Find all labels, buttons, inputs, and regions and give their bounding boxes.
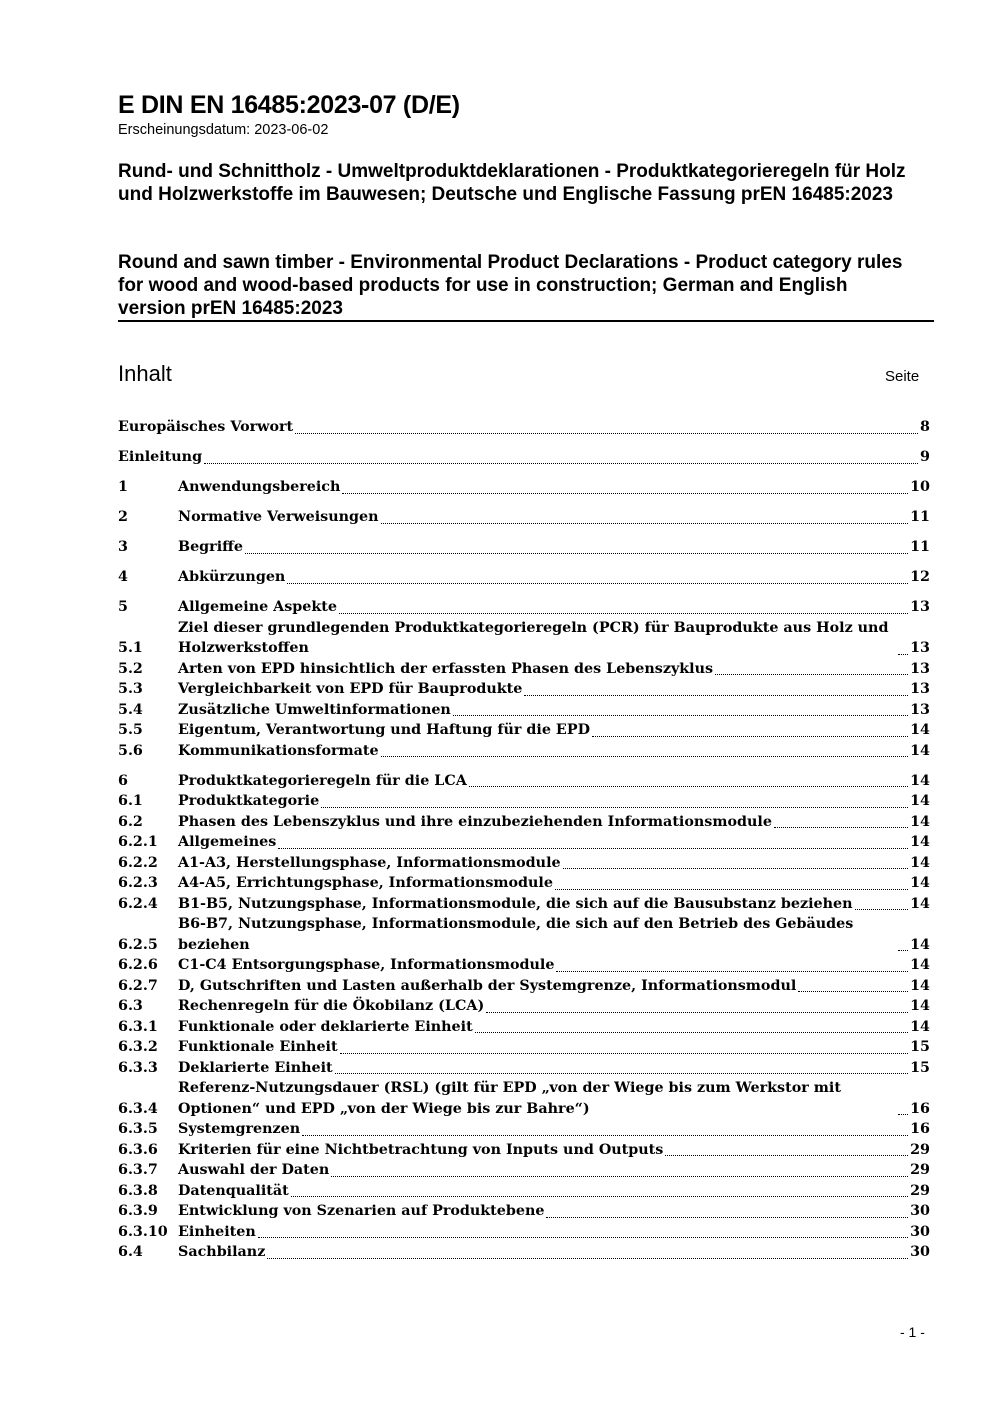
toc-entry[interactable] [118,1078,930,1119]
toc-entry-title: Begriffe [178,539,243,555]
toc-dot-leader [563,868,908,869]
toc-entry-title: Produktkategorieregeln für die LCA [178,772,467,789]
toc-entry-page: 14 [910,957,930,973]
toc-entry[interactable] [118,700,930,721]
toc-entry[interactable] [118,507,930,528]
toc-dot-leader [302,1135,908,1136]
toc-entry-number: 6.3.1 [118,1018,158,1035]
toc-entry-page: 14 [910,977,930,994]
toc-entry-page: 29 [910,1162,930,1178]
title-german: Rund- und Schnittholz - Umweltproduktdeklarationen - Produktkategorieregeln für Holz und Holzwerkstoffe im Bauwesen; Deutsche und Englische Fassung prEN 16485:2023 [118,161,906,205]
toc-entry-page: 14 [910,793,930,809]
toc-entry[interactable] [118,1242,930,1263]
toc-entry-number: 6.2.4 [118,895,158,912]
toc-entry-title: Anwendungsbereich [178,479,341,495]
toc-entry-title: Vergleichbarkeit von EPD für Bauprodukte [178,681,523,697]
toc-entry[interactable] [118,1119,930,1140]
toc-entry[interactable] [118,417,930,438]
toc-entry-page: 30 [910,1244,930,1260]
toc-entry[interactable] [118,1201,930,1222]
toc-dot-leader [855,909,909,910]
toc-entry-page: 14 [910,895,930,912]
toc-entry-page: 30 [910,1223,930,1240]
toc-entry-title: A4-A5, Errichtungsphase, Informationsmodule [178,875,553,891]
toc-entry-page: 14 [910,772,930,789]
toc-dot-leader [898,1114,908,1115]
toc-entry-number: 6.2.6 [118,957,158,973]
toc-entry[interactable] [118,567,930,588]
toc-dot-leader [291,1196,908,1197]
toc-dot-leader [245,553,908,554]
toc-dot-leader [469,786,908,787]
toc-entry[interactable] [118,914,930,955]
toc-dot-leader [486,1012,908,1013]
toc-dot-leader [475,1032,908,1033]
toc-entry[interactable] [118,1017,930,1038]
toc-dot-leader [555,889,908,890]
toc-entry[interactable] [118,720,930,741]
toc-entry-number: 6.1 [118,793,143,809]
toc-entry-number: 6.2.7 [118,977,158,994]
toc-entry[interactable] [118,894,930,915]
toc-entry-title: Deklarierte Einheit [178,1059,333,1076]
toc-dot-leader [295,433,918,434]
toc-entry-number: 6.3.4 [118,1100,158,1117]
toc-entry-page: 14 [910,875,930,891]
toc-dot-leader [278,848,908,849]
toc-entry-title: Systemgrenzen [178,1121,301,1137]
toc-entry[interactable] [118,853,930,874]
toc-entry-title: Referenz-Nutzungsdauer (RSL) (gilt für EPD „von der Wiege bis zum Werkstor mit Optionen“ und EPD „von der Wiege bis zur Bahre“) [178,1080,846,1117]
toc-entry[interactable] [118,812,930,833]
toc-entry-title: Einleitung [118,449,203,465]
toc-entry-number: 6 [118,772,128,789]
toc-entry[interactable] [118,976,930,997]
toc-entry-number: 6.3.2 [118,1039,158,1055]
toc-dot-leader [798,991,908,992]
toc-entry-page: 15 [910,1059,930,1076]
toc-entry[interactable] [118,832,930,853]
toc-entry-page: 13 [910,599,930,615]
toc-dot-leader [258,1237,908,1238]
toc-dot-leader [898,654,908,655]
toc-entry-number: 6.3.10 [118,1223,168,1240]
toc-entry-title: Phasen des Lebenszyklus und ihre einzubeziehenden Informationsmodule [178,813,772,830]
toc-dot-leader [321,807,908,808]
toc-entry-title: Auswahl der Daten [178,1162,330,1178]
toc-dot-leader [381,523,909,524]
toc-dot-leader [267,1258,908,1259]
toc-entry[interactable] [118,618,930,659]
toc-entry-page: 13 [910,701,930,718]
toc-entry-number: 6.3 [118,998,143,1014]
toc-entry-page: 14 [910,742,930,759]
toc-entry-number: 2 [118,509,128,525]
toc-dot-leader [715,674,908,675]
toc-entry-number: 6.2.1 [118,834,158,850]
toc-entry[interactable] [118,771,930,792]
toc-entry-title: Allgemeine Aspekte [178,599,338,615]
toc-entry[interactable] [118,1140,930,1161]
toc-entry[interactable] [118,1037,930,1058]
toc-entry-number: 5.6 [118,742,143,759]
toc-entry-number: 3 [118,539,128,555]
toc-entry[interactable] [118,659,930,680]
toc-dot-leader [556,971,908,972]
toc-dot-leader [898,950,908,951]
toc-entry[interactable] [118,873,930,894]
toc-entry-number: 6.2 [118,813,143,830]
toc-entry-page: 10 [910,479,930,495]
toc-entry-page: 14 [910,998,930,1014]
toc-entry-page: 14 [910,834,930,850]
toc-page-column-heading: Seite [885,368,920,385]
toc-entry[interactable] [118,597,930,618]
toc-entry[interactable] [118,791,930,812]
toc-entry-title: Produktkategorie [178,793,320,809]
toc-entry-page: 14 [910,854,930,871]
toc-entry-number: 5.3 [118,681,143,697]
toc-entry-title: Abkürzungen [178,569,286,585]
toc-dot-leader [453,715,908,716]
toc-entry-number: 6.3.8 [118,1182,158,1199]
toc-dot-leader [592,736,908,737]
toc-entry-title: Rechenregeln für die Ökobilanz (LCA) [178,998,485,1014]
toc-dot-leader [339,613,908,614]
toc-dot-leader [340,1053,909,1054]
toc-entry-number: 6.2.3 [118,875,158,891]
toc-entry-page: 30 [910,1203,930,1219]
toc-entry-page: 14 [910,936,930,953]
toc-entry-number: 1 [118,479,128,495]
toc-entry-page: 16 [910,1121,930,1137]
toc-dot-leader [524,695,908,696]
toc-entry-title: Eigentum, Verantwortung und Haftung für die EPD [178,722,590,738]
toc-entry-number: 6.3.3 [118,1059,158,1076]
toc-entry[interactable] [118,537,930,558]
toc-entry-title: B6-B7, Nutzungsphase, Informationsmodule, die sich auf den Betrieb des Gebäudes beziehen [178,916,859,953]
toc-dot-leader [331,1176,908,1177]
toc-entry[interactable] [118,477,930,498]
toc-dot-leader [204,463,918,464]
toc-entry-title: Kriterien für eine Nichtbetrachtung von Inputs und Outputs [178,1141,664,1158]
toc-entry-title: Arten von EPD hinsichtlich der erfassten Phasen des Lebenszyklus [178,660,714,677]
toc-entry[interactable] [118,1058,930,1079]
toc-entry-page: 11 [910,509,930,525]
toc-entry-title: C1-C4 Entsorgungsphase, Informationsmodule [178,957,555,973]
title-english: Round and sawn timber - Environmental Product Declarations - Product category rules for wood and wood-based products for use in construction; German and English version prEN 16485:2023 [118,252,903,319]
toc-entry[interactable] [118,679,930,700]
toc-entry[interactable] [118,447,930,468]
toc-entry-page: 8 [920,419,930,435]
toc-entry-number: 5 [118,599,128,615]
toc-entry[interactable] [118,1160,930,1181]
toc-entry-title: Allgemeines [178,834,277,850]
toc-entry-number: 6.3.5 [118,1121,158,1137]
toc-entry-number: 5.1 [118,640,143,656]
toc-entry-title: D, Gutschriften und Lasten außerhalb der Systemgrenze, Informationsmodul [178,977,797,994]
toc-entry[interactable] [118,1181,930,1202]
toc-entry[interactable] [118,1222,930,1243]
toc-entry-title: Europäisches Vorwort [118,419,294,435]
toc-entry-page: 29 [910,1141,930,1158]
toc-entry-number: 5.4 [118,701,143,718]
toc-entry-page: 29 [910,1182,930,1199]
toc-entry[interactable] [118,996,930,1017]
toc-entry-title: Ziel dieser grundlegenden Produktkategorieregeln (PCR) für Bauprodukte aus Holz und Holzwerkstoffen [178,619,894,656]
document-id: E DIN EN 16485:2023-07 (D/E) [118,91,460,119]
toc-entry-number: 5.2 [118,660,143,677]
toc-entry-number: 6.4 [118,1244,143,1260]
table-of-contents [118,417,930,1263]
toc-entry-number: 5.5 [118,722,143,738]
toc-entry-title: Normative Verweisungen [178,509,379,525]
toc-entry-title: Funktionale Einheit [178,1039,338,1055]
page-number: - 1 - [900,1324,925,1340]
toc-entry-number: 6.3.6 [118,1141,158,1158]
toc-entry-number: 6.2.2 [118,854,158,871]
toc-entry-page: 11 [910,539,930,555]
toc-entry-page: 13 [910,660,930,677]
toc-entry-page: 14 [910,813,930,830]
toc-dot-leader [774,827,908,828]
toc-entry-page: 9 [920,449,930,465]
toc-entry-page: 13 [910,640,930,656]
toc-heading: Inhalt [118,361,172,386]
issue-date: Erscheinungsdatum: 2023-06-02 [118,122,329,138]
toc-entry-page: 12 [910,569,930,585]
toc-entry[interactable] [118,955,930,976]
toc-dot-leader [665,1155,908,1156]
toc-entry-number: 6.3.7 [118,1162,158,1178]
toc-entry-page: 15 [910,1039,930,1055]
toc-entry-title: Entwicklung von Szenarien auf Produktebene [178,1203,545,1219]
toc-entry-number: 6.3.9 [118,1203,158,1219]
toc-entry-page: 16 [910,1100,930,1117]
toc-entry-title: Datenqualität [178,1182,289,1199]
toc-entry-number: 4 [118,569,128,585]
toc-entry-page: 14 [910,1018,930,1035]
toc-dot-leader [546,1217,908,1218]
toc-entry-page: 13 [910,681,930,697]
toc-entry-title: A1-A3, Herstellungsphase, Informationsmodule [178,854,561,871]
toc-entry-title: Funktionale oder deklarierte Einheit [178,1018,473,1035]
toc-entry-title: Sachbilanz [178,1244,266,1260]
toc-dot-leader [342,493,908,494]
toc-entry-page: 14 [910,722,930,738]
toc-dot-leader [287,583,908,584]
toc-entry[interactable] [118,741,930,762]
toc-entry-title: Zusätzliche Umweltinformationen [178,701,451,718]
toc-entry-number: 6.2.5 [118,936,158,953]
toc-entry-title: Einheiten [178,1223,256,1240]
toc-entry-title: Kommunikationsformate [178,742,379,759]
toc-dot-leader [381,756,908,757]
title-divider [118,320,934,322]
toc-dot-leader [335,1073,908,1074]
toc-entry-title: B1-B5, Nutzungsphase, Informationsmodule, die sich auf die Bausubstanz beziehen [178,895,853,912]
